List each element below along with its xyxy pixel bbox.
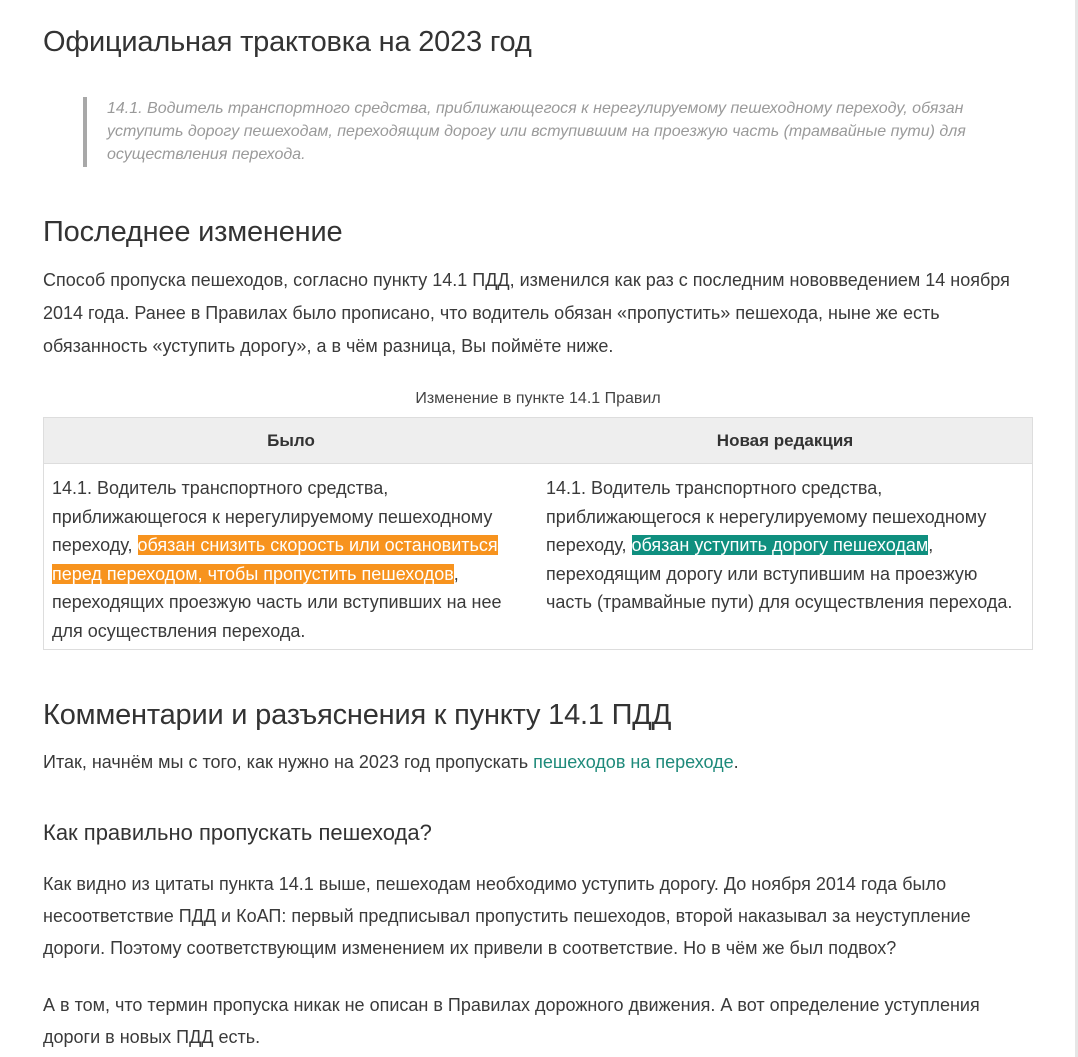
comparison-table <box>43 417 1033 650</box>
cell-old-text <box>44 464 538 645</box>
new-text-after: , переходящим дорогу или вступившим на проезжую часть (трамвайные пути) для осуществления перехода. <box>546 535 1013 612</box>
comments-intro-paragraph <box>43 746 1033 779</box>
column-header-new: Новая редакция <box>716 431 854 450</box>
table-caption: Изменение в пункте 14.1 Правил <box>415 390 661 407</box>
intro-text-after: . <box>733 752 739 772</box>
rule-quote <box>83 97 983 167</box>
last-change-paragraph: Способ пропуска пешеходов, согласно пункту 14.1 ПДД, изменился как раз с последним нововведением 14 ноября 2014 года. Ранее в Правилах было прописано, что водитель обязан «пропустить» пешехода, ныне же есть обязанность «уступить дорогу», а в чём разница, Вы поймёте ниже. <box>43 270 1010 356</box>
old-text-highlight: обязан снизить скорость или остановиться перед переходом, чтобы пропустить пешеходов <box>52 535 498 584</box>
column-header-old: Было <box>267 431 315 450</box>
rule-quote-text: 14.1. Водитель транспортного средства, приближающегося к нерегулируемому пешеходному переходу, обязан уступить дорогу пешеходам, переходящим дорогу или вступившим на проезжую часть (трамвайные пути) для осуществления перехода. <box>107 100 966 163</box>
heading-comments: Комментарии и разъяснения к пункту 14.1 ПДД <box>43 699 672 731</box>
new-text-highlight: обязан уступить дорогу пешеходам <box>631 535 929 555</box>
cell-new-text <box>538 464 1032 645</box>
old-text-after: , переходящих проезжую часть или вступивших на нее для осуществления перехода. <box>52 563 502 641</box>
new-text-before: 14.1. Водитель транспортного средства, приближающегося к нерегулируемому пешеходному переходу, <box>546 478 987 555</box>
old-text-before: 14.1. Водитель транспортного средства, приближающегося к нерегулируемому пешеходному переходу, <box>52 478 493 555</box>
table-row <box>44 464 1032 645</box>
table-header-row <box>44 418 1032 464</box>
how-paragraph-1: Как видно из цитаты пункта 14.1 выше, пешеходам необходимо уступить дорогу. До ноября 2014 года было несоответствие ПДД и КоАП: первый предписывал пропустить пешеходов, второй наказывал за неуступление дороги. Поэтому соответствующим изменением их привели в соответствие. Но в чём же был подвох? <box>43 874 971 958</box>
how-paragraph-2: А в том, что термин пропуска никак не описан в Правилах дорожного движения. А вот определение уступления дороги в новых ПДД есть. <box>43 995 980 1047</box>
heading-official-interpretation: Официальная трактовка на 2023 год <box>43 26 532 58</box>
pedestrians-crossing-link[interactable]: пешеходов на переходе <box>533 752 734 772</box>
heading-last-change: Последнее изменение <box>43 216 343 248</box>
heading-how-to-yield: Как правильно пропускать пешехода? <box>43 820 432 845</box>
intro-text-before: Итак, начнём мы с того, как нужно на 2023 год пропускать <box>43 752 534 772</box>
